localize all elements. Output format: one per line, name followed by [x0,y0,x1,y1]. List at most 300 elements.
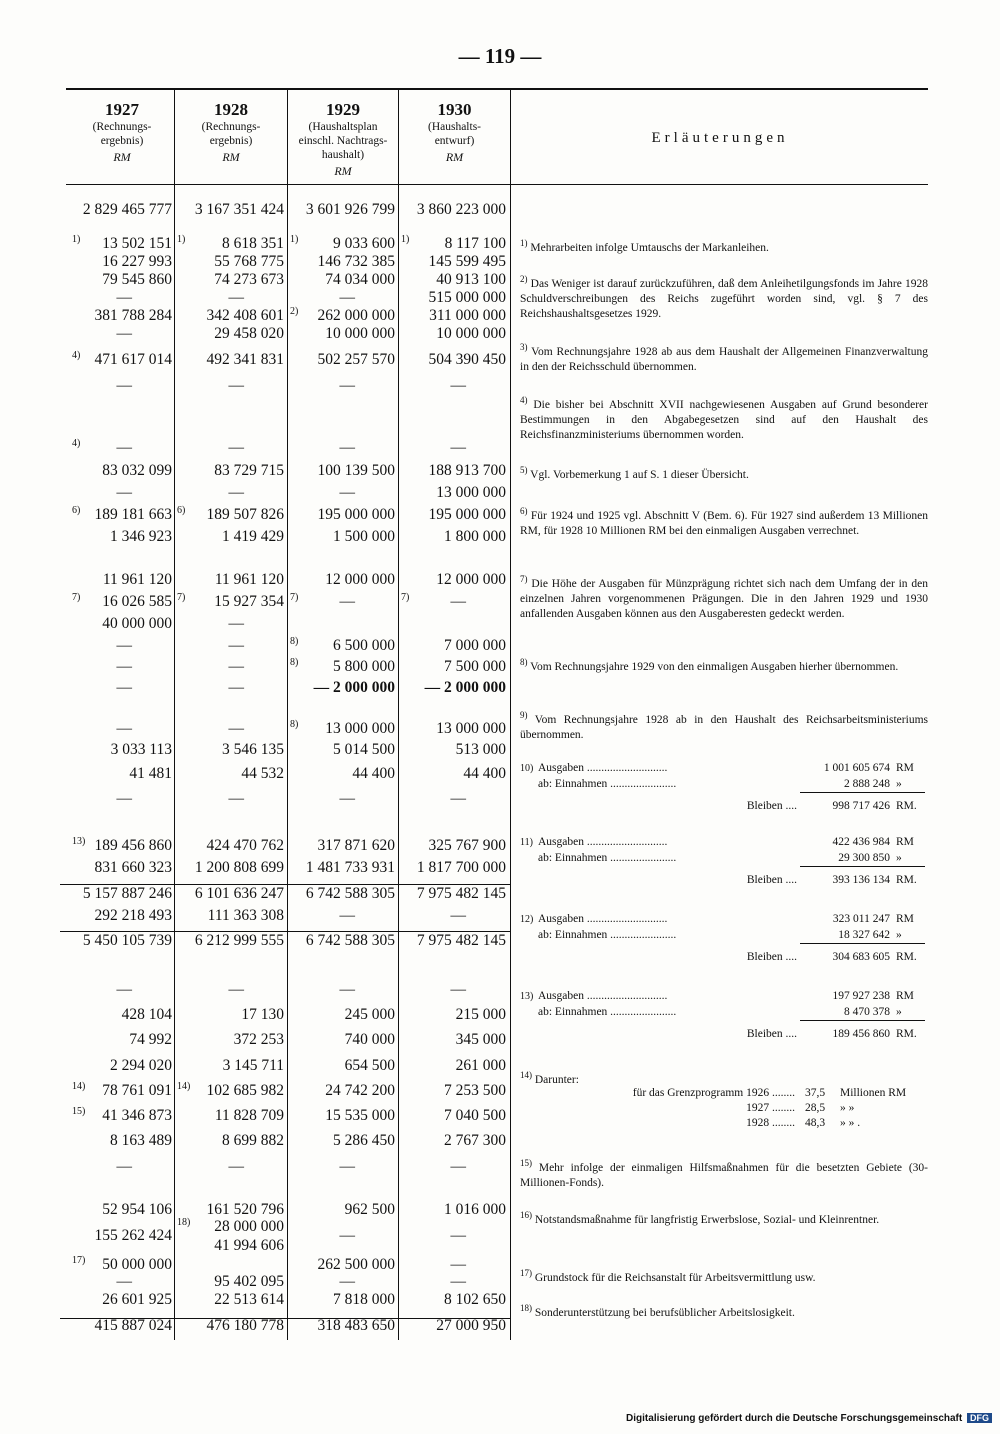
table-cell: — [116,679,132,696]
calc-value: 304 683 605 [832,951,890,963]
calc-value: 189 456 860 [832,1028,890,1040]
footer-text: Digitalisierung gefördert durch die Deutsche Forschungsgemeinschaft [626,1413,963,1424]
table-cell: 195 000 000 [428,506,506,523]
calc-unit: RM [896,990,914,1002]
table-cell: — [116,484,132,501]
column-header [70,100,174,165]
table-cell: — [116,981,132,998]
column-header [399,100,510,165]
table-cell: 5 014 500 [333,741,395,758]
note-marker: 15) [520,1158,532,1168]
footnote-marker: 7) [290,592,299,603]
calc-label: ab: Einnahmen ....................... [538,929,677,941]
table-cell: 40 000 000 [102,615,172,632]
table-cell: — [116,439,132,456]
table-cell: 2 767 300 [444,1132,506,1149]
explanation-note [520,1301,928,1321]
table-cell: 262 500 000 [317,1256,395,1273]
note-text: Mehr infolge der einmaligen Hilfsmaßnahmen für die besetzten Gebiete (30-Millionen-Fonds). [520,1161,928,1189]
table-cell: 345 000 [455,1031,506,1048]
note-text: Darunter: [532,1073,579,1086]
table-cell: 831 660 323 [94,859,172,876]
table-cell: 9 033 600 [333,235,395,252]
footnote-marker: 7) [177,592,186,603]
table-cell: 145 599 495 [428,253,506,270]
table-cell: 471 617 014 [94,351,172,368]
note-marker: 6) [520,506,528,516]
calc-label: Bleiben .... [746,1028,797,1040]
table-cell: 7 040 500 [444,1107,506,1124]
grenz-label: für das Grenzprogramm 1926 ........ [632,1087,795,1099]
note-marker: 11) [520,837,533,848]
table-cell: 3 546 135 [222,741,284,758]
table-cell: 7 253 500 [444,1082,506,1099]
table-cell: 8 699 882 [222,1132,284,1149]
column-currency: RM [445,150,464,164]
table-cell: 50 000 000 [102,1256,172,1273]
footnote-marker: 1) [401,234,410,245]
table-cell: — [450,1158,466,1175]
table-cell: 83 729 715 [214,462,284,479]
table-cell: 10 000 000 [436,325,506,342]
table-cell: 74 034 000 [325,271,395,288]
table-cell: 8 618 351 [222,235,284,252]
calc-label: ab: Einnahmen ....................... [538,1006,677,1018]
calc-rule [800,792,925,793]
table-cell: 7 975 482 145 [416,885,506,902]
table-cell: 44 400 [352,765,395,782]
table-cell: — 2 000 000 [424,679,506,696]
footnote-marker: 15) [72,1106,86,1117]
table-cell: 654 500 [344,1057,395,1074]
calc-value: 8 470 378 [844,1006,890,1018]
grenz-value: 28,5 [805,1102,826,1114]
note-text: Die Höhe der Ausgaben für Münzprägung richtet sich nach dem Umfang der in den einzelnen Jahren vorgenommenen Prägungen. Die in den Jahren 1929 und 1930 anfallenden Ausgaben können aus den Ausgaberesten gedeckt werden. [520,577,928,620]
explanation-note [520,272,928,322]
table-cell: 195 000 000 [317,506,395,523]
calc-value: 18 327 642 [838,929,890,941]
dfg-logo: DFG [967,1413,992,1423]
column-header [288,100,398,179]
footnote-marker: 4) [72,350,81,361]
table-cell: 7 500 000 [444,658,506,675]
grenz-label: 1928 ........ [746,1117,795,1129]
explanation-note [520,393,928,443]
table-cell: 74 992 [129,1031,172,1048]
table-cell: 22 513 614 [214,1291,284,1308]
table-cell: — [339,790,355,807]
table-cell: 962 500 [344,1201,395,1218]
table-cell: 7 818 000 [333,1291,395,1308]
table-cell: — [116,720,132,737]
calc-value: 197 927 238 [832,990,890,1002]
table-cell: 513 000 [455,741,506,758]
calc-label: Bleiben .... [746,874,797,886]
table-cell: 100 139 500 [317,462,395,479]
table-cell: 6 101 636 247 [194,885,284,902]
explanation-note [520,504,928,539]
table-cell: 52 954 106 [102,1201,172,1218]
calc-rule [800,943,925,944]
table-cell: 492 341 831 [206,351,284,368]
grenz-value: 48,3 [805,1117,826,1129]
footnote-marker: 1) [290,234,299,245]
table-cell: — [116,1273,132,1290]
table-cell: — [339,439,355,456]
note-text: Die bisher bei Abschnitt XVII nachgewiesenen Ausgaben auf Grund besonderer Bestimmungen in den Abgabegesetzen sind auf den Haushalt des Reichsfinanzministeriums übernommen worden. [520,398,928,441]
note-text: Vom Rechnungsjahre 1929 von den einmaligen Ausgaben hierher übernommen. [527,660,899,673]
footnote-marker: 1) [72,234,81,245]
table-cell: 55 768 775 [214,253,284,270]
table-cell: 5 286 450 [333,1132,395,1149]
table-cell: 3 167 351 424 [194,201,284,218]
calc-label: Ausgaben ............................ [538,762,668,774]
footnote-marker: 8) [290,636,299,647]
grenz-unit: » » . [840,1117,861,1129]
column-subtitle: (Rechnungs- ergebnis) [92,121,152,147]
table-cell: 6 742 588 305 [305,885,395,902]
calc-label: Bleiben .... [746,800,797,812]
table-cell: — [339,907,355,924]
note-marker: 17) [520,1268,532,1278]
table-cell: 6 742 588 305 [305,932,395,949]
table-cell: — [339,1273,355,1290]
table-cell: — 2 000 000 [313,679,395,696]
table-cell: 24 742 200 [325,1082,395,1099]
table-cell: 12 000 000 [436,571,506,588]
note-marker: 13) [520,991,534,1002]
footnote-marker: 7) [72,592,81,603]
table-cell: — [339,1227,355,1244]
footnote-marker: 1) [177,234,186,245]
table-cell: 415 887 024 [94,1317,172,1334]
table-cell: 146 732 385 [317,253,395,270]
calc-unit: » [896,1006,902,1018]
table-cell: — [450,981,466,998]
calc-label: Ausgaben ............................ [538,990,668,1002]
grenz-unit: » » [840,1102,855,1114]
calc-value: 1 001 605 674 [823,762,890,774]
footnote-marker: 4) [72,438,81,449]
table-cell: 11 961 120 [102,571,172,588]
calc-unit: RM. [896,1028,917,1040]
table-cell: — [339,289,355,306]
table-cell: — [450,593,466,610]
column-currency: RM [113,150,131,164]
table-cell: — [228,439,244,456]
col-divider [398,90,399,1340]
table-cell: 215 000 [455,1006,506,1023]
calc-unit: RM. [896,800,917,812]
table-cell: 476 180 778 [206,1317,284,1334]
table-cell: — [339,484,355,501]
calc-value: 29 300 850 [838,852,890,864]
table-cell: 11 828 709 [214,1107,284,1124]
explanation-note [520,463,928,483]
table-cell: 79 545 860 [102,271,172,288]
table-cell: — [339,981,355,998]
column-subtitle: (Haushalts- entwurf) [427,121,481,147]
explanation-note [520,340,928,375]
table-cell: 28 000 000 [214,1218,284,1235]
header-bottom-rule [66,184,928,185]
calc-label: ab: Einnahmen ....................... [538,778,677,790]
table-cell: 502 257 570 [317,351,395,368]
note-marker: 2) [520,274,528,284]
column-year: 1930 [437,100,472,119]
calc-value: 2 888 248 [844,778,890,790]
explanation-note [520,1266,928,1286]
table-cell: 16 227 993 [102,253,172,270]
note-text: Vgl. Vorbemerkung 1 auf S. 1 dieser Übersicht. [527,468,749,481]
table-cell: 74 273 673 [214,271,284,288]
table-cell: 102 685 982 [206,1082,284,1099]
table-cell: 6 212 999 555 [194,932,284,949]
column-header [175,100,287,165]
explanation-note [520,236,928,256]
table-cell: 16 026 585 [102,593,172,610]
explanation-note [520,1068,928,1088]
top-rule [66,88,928,90]
explanations-header: Erläuterungen [651,130,789,146]
table-cell: — [116,377,132,394]
calc-label: Ausgaben ............................ [538,913,668,925]
table-cell: 83 032 099 [102,462,172,479]
table-cell: — [228,615,244,632]
calc-unit: » [896,778,902,790]
table-cell: 1 016 000 [444,1201,506,1218]
calc-unit: RM [896,762,914,774]
calc-unit: RM. [896,874,917,886]
table-cell: 155 262 424 [94,1227,172,1244]
calc-value: 998 717 426 [832,800,890,812]
table-cell: — [116,637,132,654]
calc-label: Ausgaben ............................ [538,836,668,848]
note-text: Mehrarbeiten infolge Umtauschs der Markanleihen. [527,241,769,254]
page-number: — 119 — [458,44,542,68]
footnote-marker: 17) [72,1255,86,1266]
table-cell: 8 163 489 [110,1132,172,1149]
note-text: Vom Rechnungsjahre 1928 ab aus dem Haushalt der Allgemeinen Finanzverwaltung in den der Reichsschuld übernommen. [520,345,928,373]
table-cell: 12 000 000 [325,571,395,588]
table-cell: 245 000 [344,1006,395,1023]
table-cell: 13 000 000 [436,484,506,501]
grenz-value: 37,5 [805,1087,826,1099]
table-cell: — [450,377,466,394]
explanation-note [520,708,928,743]
column-currency: RM [334,164,352,178]
calc-value: 323 011 247 [832,913,890,925]
note-marker: 10) [520,763,534,774]
calc-unit: RM. [896,951,917,963]
table-cell: — [228,981,244,998]
grenz-label: 1927 ........ [746,1102,795,1114]
calc-unit: » [896,852,902,864]
table-cell: — [450,790,466,807]
column-year: 1928 [214,100,248,119]
explanation-note [520,572,928,622]
footnote-marker: 6) [177,505,186,516]
table-cell: — [450,439,466,456]
note-marker: 9) [520,710,528,720]
table-cell: 342 408 601 [206,307,284,324]
table-cell: 1 800 000 [444,528,506,545]
table-cell: — [116,658,132,675]
table-cell: 2 294 020 [110,1057,172,1074]
table-cell: 27 000 950 [436,1317,506,1334]
table-cell: 189 456 860 [94,837,172,854]
table-cell: — [228,484,244,501]
calc-value: 422 436 984 [832,836,890,848]
note-marker: 18) [520,1303,532,1313]
table-cell: 40 913 100 [436,271,506,288]
table-cell: 515 000 000 [428,289,506,306]
table-cell: 44 532 [241,765,284,782]
table-cell: 3 860 223 000 [416,201,506,218]
note-marker: 4) [520,395,528,405]
table-cell: 5 800 000 [333,658,395,675]
table-cell: 1 419 429 [222,528,284,545]
column-subtitle: (Haushaltsplan einschl. Nachtrags- haushalt) [298,121,388,161]
table-cell: 8 117 100 [444,235,506,252]
note-marker: 12) [520,914,534,925]
grenz-unit: Millionen RM [840,1087,907,1099]
table-cell: 15 927 354 [214,593,284,610]
table-cell: 188 913 700 [428,462,506,479]
table-cell: — [228,720,244,737]
column-currency: RM [222,150,240,164]
footnote-marker: 7) [401,592,410,603]
table-cell: — [450,1273,466,1290]
table-cell: 8 102 650 [444,1291,506,1308]
note-marker: 7) [520,574,528,584]
col-divider [510,90,511,1340]
table-cell: — [228,1158,244,1175]
table-cell: 44 400 [463,765,506,782]
col-divider [287,90,288,1340]
table-cell: — [228,790,244,807]
note-text: Grundstock für die Reichsanstalt für Arbeitsvermittlung usw. [532,1271,816,1284]
table-cell: — [116,325,132,342]
table-cell: 3 033 113 [110,741,172,758]
table-cell: 10 000 000 [325,325,395,342]
table-cell: 11 961 120 [214,571,284,588]
table-cell: 78 761 091 [102,1082,172,1099]
table-cell: — [228,637,244,654]
table-cell: 29 458 020 [214,325,284,342]
table-cell: 161 520 796 [206,1201,284,1218]
calc-unit: RM [896,913,914,925]
column-year: 1929 [326,100,360,119]
table-cell: 189 181 663 [94,506,172,523]
table-cell: 311 000 000 [429,307,506,324]
note-marker: 3) [520,342,528,352]
table-cell: 317 871 620 [317,837,395,854]
table-cell: 111 363 308 [207,907,284,924]
table-cell: 41 346 873 [102,1107,172,1124]
note-text: Vom Rechnungsjahre 1928 ab in den Haushalt des Reichsarbeitsministeriums übernommen. [520,713,928,741]
table-cell: 424 470 762 [206,837,284,854]
table-cell: 740 000 [344,1031,395,1048]
calc-value: 393 136 134 [832,874,890,886]
calc-rule [800,1020,925,1021]
table-cell: — [116,289,132,306]
table-cell: 189 507 826 [206,506,284,523]
note-marker: 8) [520,657,528,667]
table-cell: — [228,679,244,696]
note-text: Sonderunterstützung bei berufsüblicher Arbeitslosigkeit. [532,1306,795,1319]
table-cell: 2 829 465 777 [82,201,172,218]
footnote-marker: 8) [290,657,299,668]
table-cell: 3 145 711 [222,1057,284,1074]
col-divider [174,90,175,1340]
explanation-note [520,1208,928,1228]
note-text: Das Weniger ist darauf zurückzuführen, daß dem Anleihetilgungsfonds im Jahre 1928 Schuldverschreibungen des Reichs zugeführt worden sind, vgl. § 7 des Reichshaushaltsgesetzes 1929. [520,277,928,320]
table-cell: 13 000 000 [436,720,506,737]
footnote-marker: 14) [72,1081,86,1092]
table-cell: 292 218 493 [94,907,172,924]
table-cell: 5 450 105 739 [82,932,172,949]
table-cell: 381 788 284 [94,307,172,324]
table-cell: 372 253 [233,1031,284,1048]
footnote-marker: 2) [290,306,299,317]
table-cell: — [450,1227,466,1244]
footer-credit [626,1413,992,1424]
table-cell: 41 481 [129,765,172,782]
table-cell: 13 000 000 [325,720,395,737]
table-cell: — [339,377,355,394]
table-cell: 1 500 000 [333,528,395,545]
table-cell: 17 130 [241,1006,284,1023]
note-marker: 16) [520,1210,532,1220]
explanation-note [520,1156,928,1191]
table-cell: — [116,1158,132,1175]
table-cell: 318 483 650 [317,1317,395,1334]
table-cell: 6 500 000 [333,637,395,654]
table-cell: 41 994 606 [214,1237,284,1254]
calc-label: Bleiben .... [746,951,797,963]
table-cell: — [339,593,355,610]
table-cell: 325 767 900 [428,837,506,854]
footnote-marker: 6) [72,505,81,516]
note-text: Für 1924 und 1925 vgl. Abschnitt V (Bem. 6). Für 1927 sind außerdem 13 Millionen RM, für 1928 10 Millionen RM bei den einmaligen Ausgaben verrechnet. [520,509,928,537]
column-year: 1927 [105,100,139,119]
table-cell: 1 346 923 [110,528,172,545]
table-cell: 7 975 482 145 [416,932,506,949]
table-cell: 13 502 151 [102,235,172,252]
footnote-marker: 14) [177,1081,191,1092]
calc-unit: RM [896,836,914,848]
table-cell: 26 601 925 [102,1291,172,1308]
table-cell: — [228,289,244,306]
table-cell: 95 402 095 [214,1273,284,1290]
table-cell: 428 104 [121,1006,172,1023]
calc-label: ab: Einnahmen ....................... [538,852,677,864]
footnote-marker: 13) [72,836,86,847]
table-cell: 15 535 000 [325,1107,395,1124]
table-cell: 1 200 808 699 [194,859,284,876]
calc-rule [800,866,925,867]
table-cell: 1 817 700 000 [416,859,506,876]
table-cell: 262 000 000 [317,307,395,324]
table-cell: 1 481 733 931 [305,859,395,876]
table-cell: — [228,377,244,394]
explanation-note [520,655,928,675]
table-cell: 5 157 887 246 [82,885,172,902]
table-cell: 504 390 450 [428,351,506,368]
table-cell: — [339,1158,355,1175]
table-cell: 261 000 [455,1057,506,1074]
